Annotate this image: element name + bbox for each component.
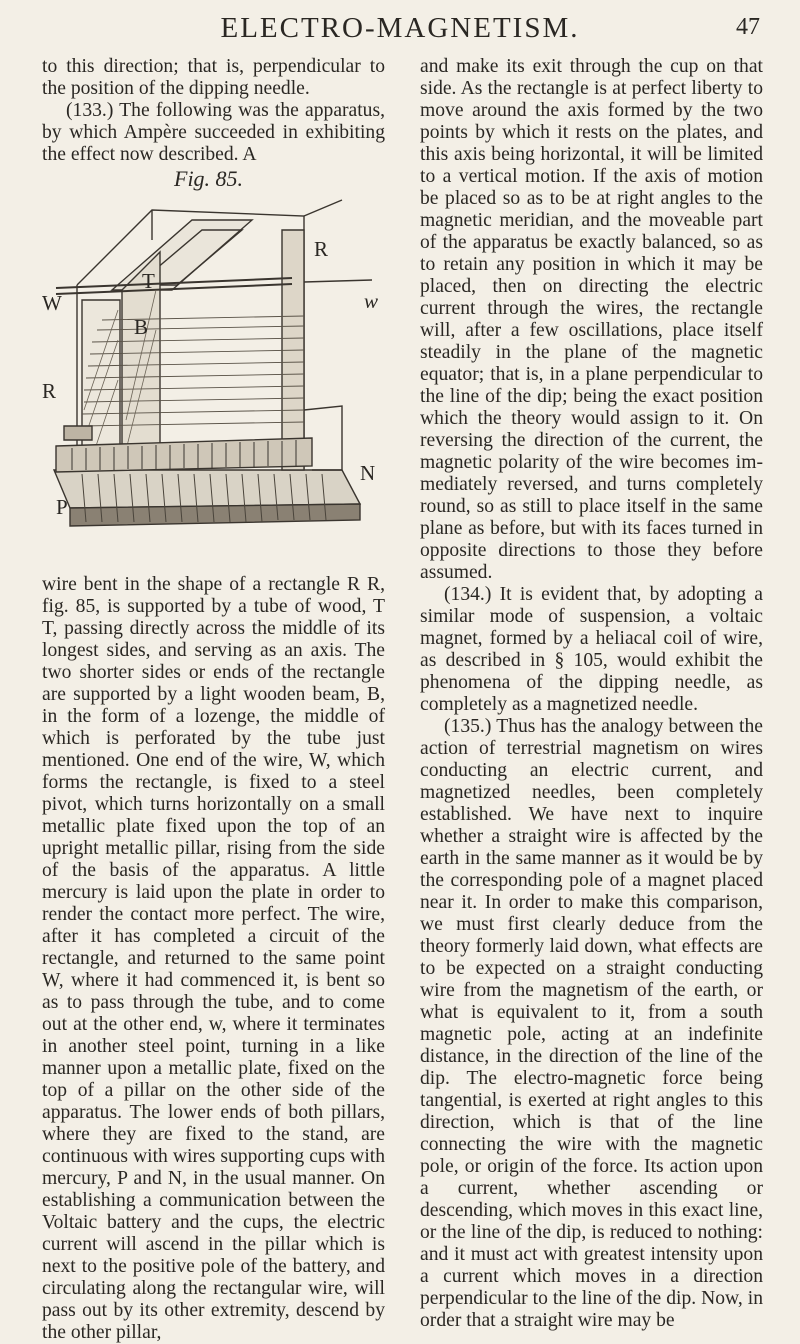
label-T: T <box>142 269 155 293</box>
label-P: P <box>56 495 68 519</box>
label-N: N <box>360 461 376 485</box>
figure-85 <box>42 166 385 568</box>
right-column <box>420 56 763 1332</box>
label-W: W <box>42 291 62 315</box>
apparatus-engraving <box>42 166 385 568</box>
paragraph-intro: to this direction; that is, perpendicular to the position of the dipping needle. <box>42 56 385 99</box>
paragraph-continued: and make its exit through the cup on that side. As the rectangle is at perfect liberty to move around the axis formed by the two points by which it rests on the plates, and this axis being horizontal, it will be limited to a vertical motion. If the axis of motion be placed so as to be at right angles to the magnetic meridian, and the moveable part of the apparatus be exactly balanced, so as to retain any position in which it may be placed, then on directing the electric current through the wires, the rectangle will, after a few oscillations, place itself steadily in the plane of the magnetic equator; that is, in a plane perpendicular to the line of the dip; being the exact position which the theory would assign to it. On reversing the direction of the current, the magnetic polarity of the wire becomes immediately reversed, and turns completely round, so as still to place itself in the same plane as before, but with its faces turned in opposite directions to those they before assumed. <box>420 56 763 583</box>
page-number: 47 <box>736 14 760 40</box>
label-B: B <box>134 315 149 339</box>
label-R-top: R <box>314 237 329 261</box>
paragraph-134: (134.) It is evident that, by adopting a similar mode of suspension, a voltaic magnet, formed by a heliacal coil of wire, as described in § 105, would exhibit the phenomena of the dipping needle, as completely as a magnetized needle. <box>420 584 763 715</box>
paragraph-after-figure: wire bent in the shape of a rectangle R R, fig. 85, is supported by a tube of wood, T T, passing directly across the middle of its longest sides, and serving as an axis. The two shorter sides or ends of the rectangle are supported by a light wooden beam, B, in the form of a lozenge, the middle of which is perforated by the tube just mentioned. One end of the wire, W, which forms the rectangle, is fixed to a steel pivot, which turns horizontally on a small metallic plate fixed upon the top of an upright metallic pillar, rising from the side of the basis of the apparatus. A little mercury is laid upon the plate in order to render the contact more perfect. The wire, after it has completed a circuit of the rectangle, and returned to the same point W, where it had commenced it, is bent so as to pass through the tube, and to come out at the other end, w, where it terminates in another steel point, turning in a like manner upon a metallic plate, fixed on the top of a pillar on the other side of the apparatus. The lower ends of both pillars, where they are fixed to the stand, are continuous with wires supporting cups with mercury, P and N, in the usual manner. On establishing a communication between the Voltaic battery and the cups, the electric current will ascend in the pillar which is next to the positive pole of the battery, and circulating along the rectangular wire, will pass out by its other extremity, descend by the other pillar, <box>42 574 385 1343</box>
paragraph-135: (135.) Thus has the analogy between the action of terrestrial magnetism on wires conducting an electric current, and magnetized needles, been completely established. We have next to inquire whether a straight wire is affected by the earth in the same manner as it would be by the corresponding pole of a magnet placed near it. In order to make this comparison, we must first clearly deduce from the theory formerly laid down, what effects are to be expected on a straight conducting wire from the magnetism of the earth, or what is equivalent to it, from a south magnetic pole, acting at an indefinite distance, in the direction of the line of the dip. The electro-magnetic force being tangential, is exerted at right angles to this direction, which is that of the line connecting the wire with the magnetic pole, or origin of the force. Its action upon a current, whether ascending or descending, which moves in this exact line, or the line of the dip, is reduced to nothing: and it must act with greatest intensity upon a current which moves in a direction perpendicular to the line of the dip. Now, in order that a straight wire may be <box>420 716 763 1331</box>
page-header <box>0 6 800 46</box>
running-title: ELECTRO-MAGNETISM. <box>220 12 580 44</box>
left-column <box>42 56 385 1344</box>
label-w: w <box>364 289 379 313</box>
label-R-left: R <box>42 379 57 403</box>
paragraph-133: (133.) The following was the apparatus, by which Ampère succeeded in exhibiting the effect now described. A <box>42 100 385 165</box>
figure-caption: Fig. 85. <box>174 166 244 191</box>
